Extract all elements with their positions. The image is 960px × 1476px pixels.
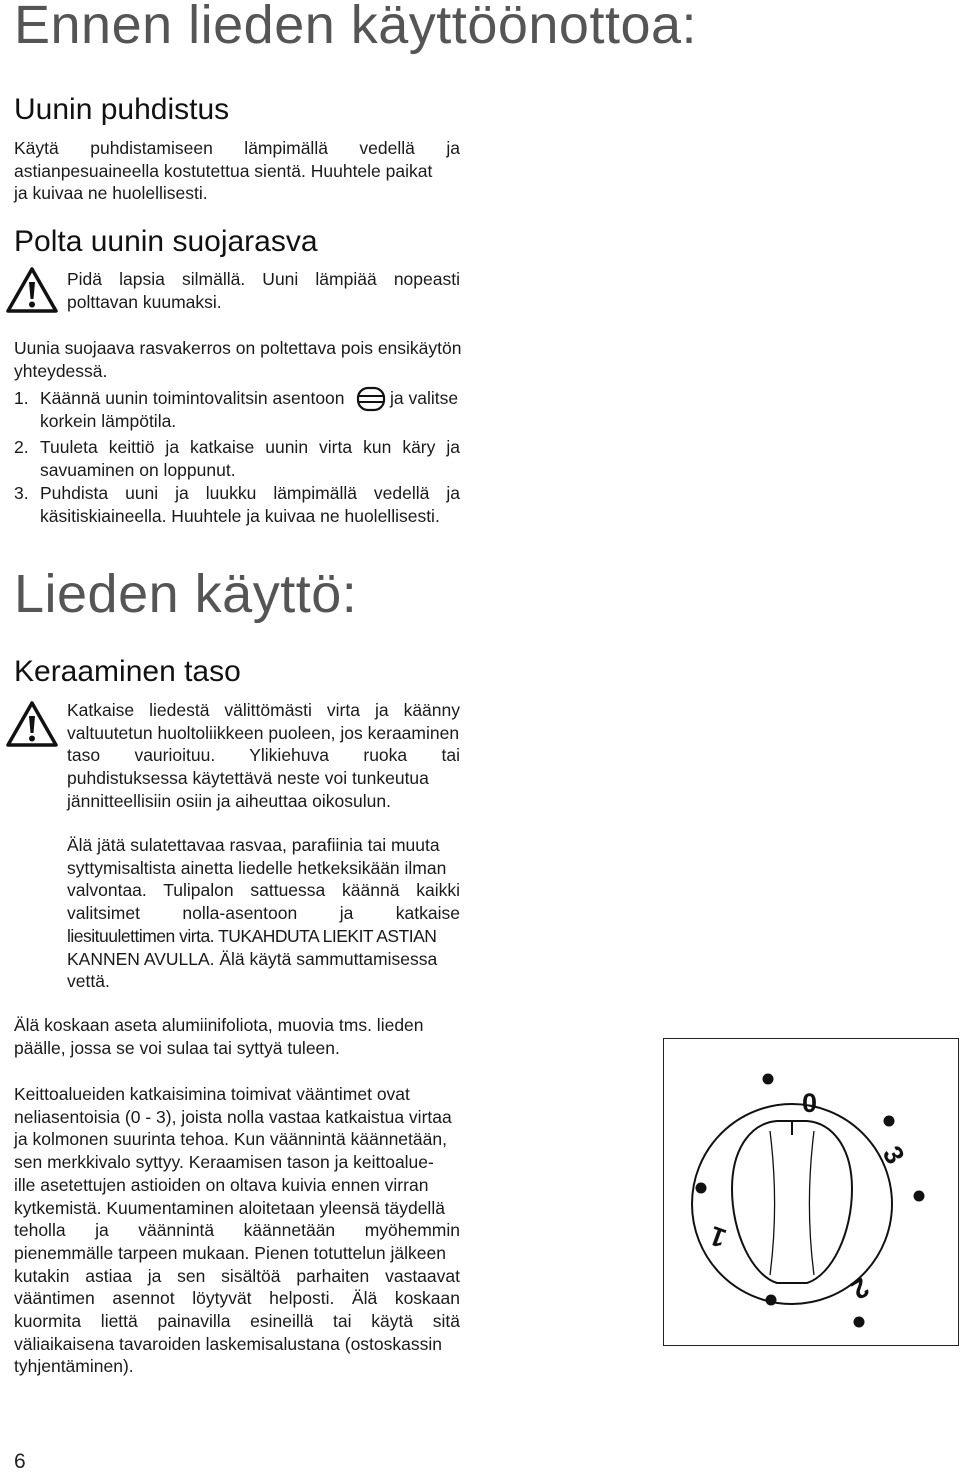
position-dot [854, 1317, 865, 1328]
page-number: 6 [14, 1450, 26, 1473]
text-line: pienemmälle tarpeen mukaan. Pienen totuttelun jälkeen [14, 1242, 446, 1263]
page-heading: Ennen lieden käyttöönottoa: [14, 0, 698, 55]
text-line: KANNEN AVULLA. Älä käytä sammuttamisessa [67, 948, 438, 969]
section-title-ceramic: Keraaminen taso [14, 655, 241, 688]
text-line: Katkaise liedestä välittömästi virta ja käänny [67, 700, 460, 720]
text-line: kytkemistä. Kuumentaminen aloitetaan yleensä täydellä [14, 1197, 445, 1218]
cleaning-paragraph [14, 137, 460, 205]
text-line: syttymisaltista ainetta liedelle hetkeksikään ilman [67, 857, 447, 878]
text-line: ja kuivaa ne huolellisesti. [14, 183, 208, 204]
text-line: astianpesuaineella kostutettua sientä. Huuhtele paikat [14, 160, 433, 181]
dial-label-1: 1 [705, 1220, 731, 1254]
dial-label-2: 2 [845, 1271, 874, 1306]
text-line: Älä jätä sulatettavaa rasvaa, parafiinia tai muuta [67, 835, 440, 855]
step-number: 1. [14, 388, 29, 408]
step2-text [40, 436, 460, 481]
text-line: valtuutetun huoltoliikkeen puoleen, jos keraaminen [67, 722, 460, 743]
text-line: Tuuleta keittiö ja katkaise uunin virta kun käry ja [40, 437, 460, 457]
text-line: Pidä lapsia silmällä. Uuni lämpiää nopeasti [67, 269, 460, 289]
knob-dial [692, 1104, 892, 1304]
dial-label-3: 3 [876, 1141, 911, 1170]
text-line: päälle, jossa se voi sulaa tai syttyä tuleen. [14, 1037, 340, 1058]
text-line: taso vaurioituu. Ylikiehuva ruoka tai [67, 745, 460, 766]
text-line: kutakin astiaa ja sen sisältöä parhaiten vastaavat [14, 1265, 460, 1286]
text-line: valvontaa. Tulipalon sattuessa käännä kaikki [67, 880, 460, 901]
text-line: jännitteellisiin osiin ja aiheuttaa oikosulun. [67, 790, 391, 811]
text-line: käsitiskiaineella. Huuhtele ja kuivaa ne huolellisesti. [40, 505, 440, 526]
burn-intro [14, 337, 460, 382]
text-line: teholla ja väännintä käännetään myöhemmin [14, 1220, 460, 1241]
step1-text-before: Käännä uunin toimintovalitsin asentoon [40, 388, 345, 408]
text-line: tyhjentäminen). [14, 1356, 134, 1377]
position-dot [884, 1116, 895, 1127]
text-line: Puhdista uuni ja luukku lämpimällä vedellä ja [40, 483, 460, 503]
ceramic-warning [67, 699, 460, 813]
warning-icon [5, 266, 59, 314]
text-line: kuormita liettä painavilla esineillä tai käytä sitä [14, 1311, 460, 1332]
burn-warning [67, 268, 460, 313]
warning-icon [5, 700, 59, 748]
knob-illustration [663, 1038, 959, 1346]
text-line: vettä. [67, 971, 110, 992]
text-line: neliasentoisia (0 - 3), joista nolla vastaa katkaistua virtaa [14, 1106, 452, 1127]
text-line: yhteydessä. [14, 360, 108, 381]
step-number: 2. [14, 437, 29, 457]
page-heading-use: Lieden käyttö: [14, 564, 358, 624]
dial-label-0: 0 [802, 1088, 818, 1118]
section-title-burn: Polta uunin suojarasva [14, 225, 318, 258]
text-line: sen merkkivalo syttyy. Keraamisen tason ja keittoalue- [14, 1152, 434, 1173]
position-dot [696, 1183, 707, 1194]
text-line: puhdistuksessa käytettävä neste voi tunkeutua [67, 768, 429, 789]
position-dot [763, 1074, 774, 1085]
foil-warning-paragraph [14, 1014, 460, 1059]
text-line: liesituulettimen virta. TUKAHDUTA LIEKIT ASTIAN [67, 925, 437, 946]
text-line: savuaminen on loppunut. [40, 459, 236, 480]
text-line: Älä koskaan aseta alumiinifoliota, muovia tms. lieden [14, 1015, 424, 1035]
text-line: ille asetettujen astioiden on oltava kuivia ennen virran [14, 1174, 429, 1195]
step1-text-after: ja valitse [390, 388, 459, 408]
text-line: Uunia suojaava rasvakerros on poltettava pois ensikäytön [14, 338, 462, 358]
section-title-cleaning: Uunin puhdistus [14, 93, 230, 126]
text-line: ja kolmonen suurinta tehoa. Kun väännintä käännetään, [14, 1129, 447, 1150]
text-line: Keittoalueiden katkaisimina toimivat vääntimet ovat [14, 1084, 410, 1104]
text-line: polttavan kuumaksi. [67, 291, 222, 312]
fire-safety-paragraph [67, 834, 460, 993]
text-line: vääntimen asennot löytyvät helposti. Älä koskaan [14, 1288, 460, 1309]
text-line: valitsimet nolla-asentoon ja katkaise [67, 903, 460, 924]
step3-text [40, 482, 460, 527]
position-dot [914, 1191, 925, 1202]
knob-usage-paragraph [14, 1083, 460, 1378]
text-line: väliaikaisena tavaroiden laskemisalustana (ostoskassin [14, 1333, 442, 1354]
step1-line2: korkein lämpötila. [40, 411, 177, 431]
oven-function-icon [356, 386, 386, 412]
step-number: 3. [14, 483, 29, 503]
text-line: Käytä puhdistamiseen lämpimällä vedellä ja [14, 138, 460, 158]
position-dot [766, 1295, 777, 1306]
